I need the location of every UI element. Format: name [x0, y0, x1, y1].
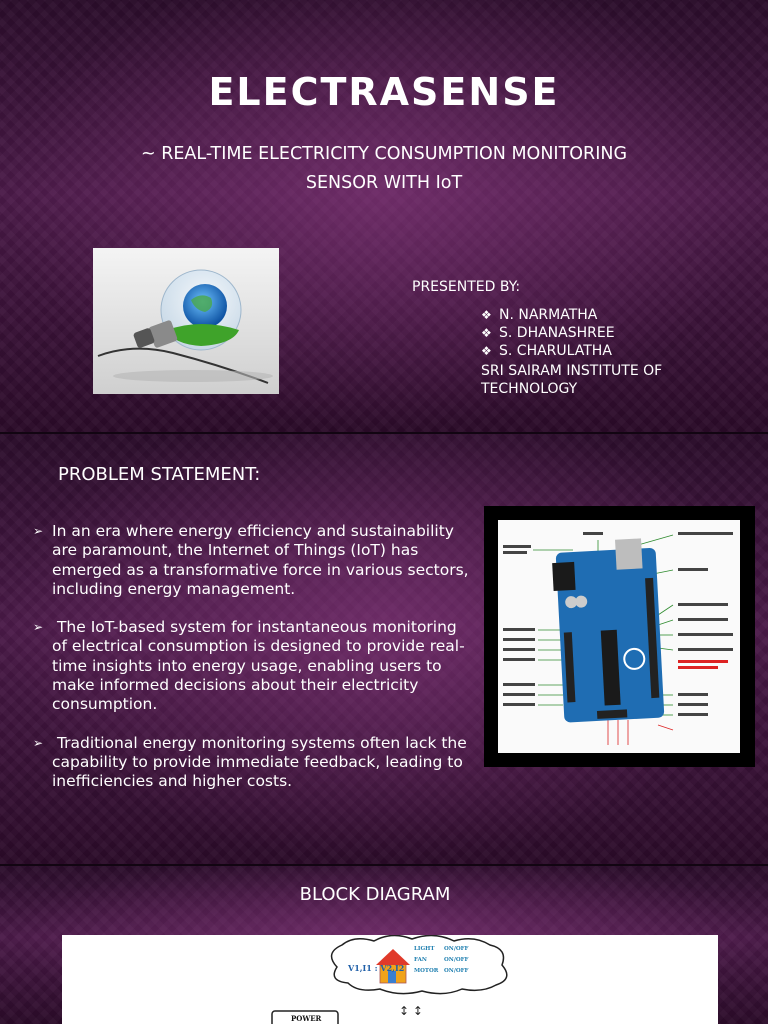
presenter-name: S. DHANASHREE: [499, 325, 615, 341]
arrow-bullet-icon: ➢: [33, 524, 44, 538]
slide-title: PROBLEM STATEMENT:: [58, 464, 261, 485]
presenter-item: [481, 324, 615, 342]
lightbulb-globe-image: [93, 248, 279, 394]
problem-point-text: In an era where energy efficiency and sustainability are paramount, the Internet of Things (IoT) has emerged as a transformative force in various sectors, including energy management.: [52, 522, 469, 598]
diagram-power-label: POWER: [291, 1014, 322, 1023]
diamond-bullet-icon: ❖: [481, 344, 492, 358]
presenter-item: [481, 342, 615, 360]
subtitle-line: ~ REAL-TIME ELECTRICITY CONSUMPTION MONITORING: [140, 144, 628, 164]
problem-point-text: The IoT-based system for instantaneous monitoring of electrical consumption is designed to provide real-time insights into energy usage, enabling users to make informed decisions about their electricity consumption.: [52, 618, 465, 714]
diagram-cloud-state: ON/OFF: [444, 968, 469, 974]
problem-point-text: Traditional energy monitoring systems often lack the capability to provide immediate feedback, leading to inefficiencies and higher costs.: [52, 733, 472, 791]
slide-title: BLOCK DIAGRAM: [299, 884, 451, 905]
problem-point: [33, 734, 473, 792]
diagram-cloud-state: ON/OFF: [444, 946, 469, 952]
presented-by-label: PRESENTED BY:: [412, 279, 521, 295]
problem-point: [33, 522, 473, 599]
diagram-cloud-label: MOTOR: [414, 968, 439, 974]
problem-statement-slide: [0, 434, 768, 864]
title-slide: [0, 0, 768, 432]
arrow-bullet-icon: ➢: [33, 735, 44, 750]
diamond-bullet-icon: ❖: [481, 326, 492, 340]
subtitle-line: SENSOR WITH IoT: [305, 173, 463, 193]
presenter-item: [481, 306, 615, 324]
diagram-cloud-label: FAN: [414, 957, 427, 963]
presenter-name: S. CHARULATHA: [499, 343, 612, 359]
arduino-board-image: [484, 506, 755, 767]
diamond-bullet-icon: ❖: [481, 308, 492, 322]
presenter-list: [481, 306, 615, 360]
problem-point: [33, 618, 473, 714]
presentation-subtitle: [100, 140, 668, 198]
diagram-cloud-label: LIGHT: [414, 946, 435, 952]
presentation-title: ELECTRASENSE: [208, 70, 560, 114]
diagram-arrows: ↕ ↕: [399, 1004, 423, 1018]
arrow-bullet-icon: ➢: [33, 620, 44, 635]
diagram-cloud-state: ON/OFF: [444, 957, 469, 963]
diagram-cloud-left: V1,I1 : V2,I2: [348, 963, 405, 973]
block-diagram-slide: [0, 866, 768, 1024]
institution-name: SRI SAIRAM INSTITUTE OF TECHNOLOGY: [481, 363, 663, 397]
problem-points-list: [33, 522, 473, 811]
presenter-name: N. NARMATHA: [499, 307, 598, 323]
block-diagram-image: [62, 935, 718, 1024]
